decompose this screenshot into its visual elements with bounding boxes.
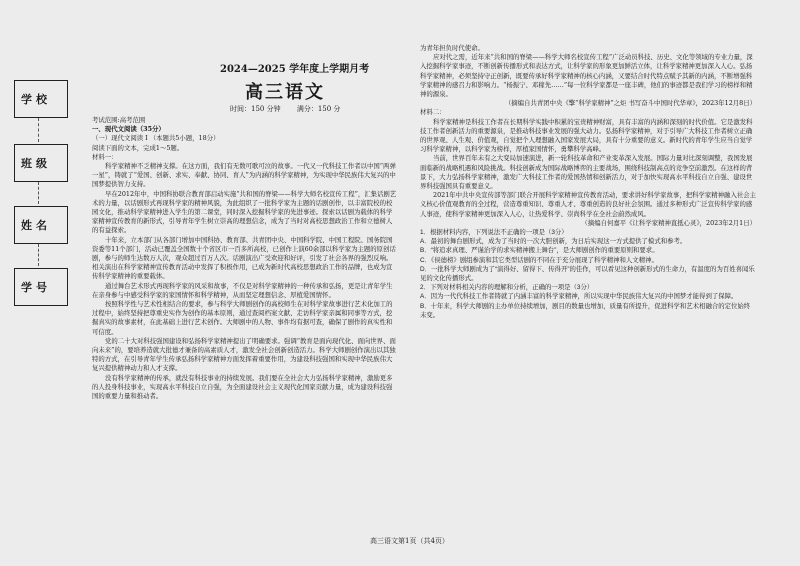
- right-column: [420, 44, 756, 528]
- paragraph: 早在2012年中，中国科协联合教育部启动实施“共和国的脊梁——科学大师名校宣传工程”，汇集话剧艺术的力量，以话剧形式再现科学家的精神风貌，为此组织了一批科学家为主题的话剧创作，以丰富院校的校园文化，推动科学家精神进入学生的第二课堂，同时深入挖掘科学家的先进事迹。探索以话剧为载体的科学家精神宣传教育的新形式，引导青年学生树立崇高的理想信念，成为了当时对高校思想政治工作和立德树人的有益探索。: [92, 189, 397, 235]
- option-a: A．最初的舞台剧形式，成为了当时的一次大胆创新，为日后实现这一方式提供了模式和参考。: [420, 238, 687, 246]
- material-label: 材料一：: [92, 152, 118, 161]
- class-label: 班级: [21, 157, 51, 170]
- paragraph: 通过舞台艺术形式再现科学家的风采和故事，不仅是对科学家精神的一种传承和弘扬，更是让青年学生在亲身参与中感受科学家的家国情怀和科学精神，从而坚定理想信念、厚植爱国情怀。: [92, 281, 393, 299]
- student-id-label: 学号: [21, 281, 51, 294]
- student-id-box: [14, 268, 68, 306]
- paragraph: 科学家精神不乏精神支撑。在这方面，我们有无数可歌可泣的故事。一代又一代科技工作者以中国“两弹一星”，铸就了“爱国、创新、求实、奉献、协同、育人”为内涵的科学家精神，为实现中华民族伟大复兴的中国梦提供智力支持。: [92, 162, 396, 189]
- divider: [38, 182, 39, 204]
- divider: [38, 244, 39, 266]
- option-a: A．因为一代代科技工作者铸就了内涵丰富的科学家精神，所以实现中华民族伟大复兴的中国梦才能得到了保障。: [420, 293, 738, 301]
- paragraph: 党的二十大对科技强国建设和弘扬科学家精神提出了明确要求。强调“教育是面向现代化、面向世界、面向未来”的，要培养造就大批德才兼备的高素质人才，激发全社会创新创造活力。科学大师剧创作演出以其独特的方式，在引导青年学生传承弘扬科学家精神方面发挥着重要作用，为建设科技强国和实现中华民族伟大复兴提供精神动力和人才支撑。: [92, 336, 396, 373]
- paragraph: 没有科学家精神的传承，就没有科技事业的持续发展。我们要在全社会大力弘扬科学家精神，激励更多的人投身科技事业，实现高水平科技自立自强，为全面建设社会主义现代化国家贡献力量，成为建设科技强国的重要力量和推动者。: [92, 373, 393, 401]
- school-label: 学校: [21, 93, 51, 106]
- section-heading: 一、现代文阅读（35分）: [92, 125, 165, 134]
- paragraph: 2021年中共中央宣传部等部门联合开展科学家精神宣传教育活动，要求讲好科学家故事，把科学家精神融入社会主义核心价值观教育的全过程，营造尊重知识、尊重人才、尊重创造的良好社会氛围。通过多种形式广泛宣传科学家的感人事迹，使科学家精神更加深入人心，让热爱科学、崇尚科学在全社会蔚然成风。: [420, 191, 756, 218]
- paragraph: 应对代之需，近年来“共和国的脊梁——科学大师名校宣传工程”广泛动员科技、历史、文化等领域的专业力量，深入挖掘科学家事迹，不断创新传播形式和表达方式，让科学家的形象更加鲜活立体，让科学家精神更加深入人心。弘扬科学家精神，必须坚持守正创新，既要传承好科学家精神的核心内涵，又要结合时代特点赋予其新的内涵，不断增强科学家精神的感召力和影响力。“杨振宁、邓稼先……”每一位科学家都是一座丰碑，他们的事迹都是我们学习的榜样和精神的源泉。: [420, 53, 753, 99]
- page-footer: 高三语文第1页（共4页）: [370, 537, 449, 545]
- source-citation: （摘编自何嘉平《让科学家精神直抵心灵》，2023年2月1日）: [581, 218, 756, 227]
- question-2: 2．下列对材料相关内容的理解和分析，正确的一项是（3分）: [420, 284, 594, 292]
- instruction: 阅读下面的文本，完成1～5题。: [92, 143, 184, 152]
- time-limit: 时间：150 分钟: [230, 105, 281, 113]
- left-column: [92, 116, 398, 528]
- paragraph: 为青年担负时代使命。: [420, 44, 484, 52]
- paragraph: 科学家精神是科技工作者在长期科学实践中积累的宝贵精神财富，具有丰富的内涵和深刻的时代价值。它是激发科技工作者创新活力的重要源泉，是推动科技事业发展的强大动力。弘扬科学家精神，对于引导广大科技工作者树立正确的世界观、人生观、价值观，自觉把个人理想融入国家发展大局，具有十分重要的意义。新时代的青年学生应当自觉学习科学家精神，以科学家为榜样，厚植家国情怀，勇攀科学高峰。: [420, 117, 753, 154]
- school-box: [14, 80, 68, 118]
- exam-scope: 考试范围:高考范围: [92, 116, 146, 124]
- subject-title: 高三语文: [245, 82, 325, 103]
- paragraph: 按照科学性与艺术性相结合的要求，参与科学大师剧创作的高校师生在对科学家故事进行艺术化加工的过程中，始终坚持把尊重史实作为创作的基本原则，通过查阅档案文献、走访科学家亲属和同事等方式，挖掘真实的故事素材，在此基础上进行艺术创作。大师剧中的人物、事件均有据可查，确保了剧作的真实性和可信度。: [92, 300, 393, 336]
- subsection-heading: （一）现代文阅读 I （本题共5小题，18分）: [92, 134, 220, 143]
- full-score: 满分：150 分: [296, 105, 341, 113]
- class-box: [14, 144, 68, 182]
- name-label: 姓名: [21, 219, 51, 232]
- material-label: 材料二：: [420, 108, 446, 117]
- question-1: 1．根据材料内容，下列说法不正确的一项是（3分）: [420, 229, 568, 237]
- option-b: B．“将追求真理、严谨治学的求实精神搬上舞台”，是大师剧创作的重要原则和要求。: [420, 247, 659, 255]
- paragraph: 当前，世界百年未有之大变局加速演进，新一轮科技革命和产业变革深入发展。国际力量对比深刻调整，我国发展面临新的战略机遇和风险挑战。科技创新成为国际战略博弈的主要战场，围绕科技制高点的竞争空前激烈。在这样的背景下，大力弘扬科学家精神，激发广大科技工作者的爱国热情和创新活力，对于加快实现高水平科技自立自强、建设世界科技强国具有重要意义。: [420, 154, 753, 191]
- exam-title: 2024—2025 学年度上学期月考: [220, 64, 370, 75]
- option-c: C．《侯德榜》剧组参演和其它类型话剧的不同在于充分展现了科学精神和人文精神。: [420, 256, 658, 264]
- divider: [38, 118, 39, 142]
- source-citation: （摘编自共青团中央《擎“科学家精神”之炬 书写奋斗中国时代华章》，2023年12月8日）: [504, 99, 756, 108]
- exam-meta: [230, 104, 354, 114]
- paragraph: 十年来，立本部门从各部门增加中国科协、教育部、共青团中央、中国科学院、中国工程院、国务院国资委等11个部门，活动已覆盖全国数十个省区市一百多所高校，已创作上演60余部以科学家为主题的原创话剧，参与的师生达数万人次，观众超过百万人次。话剧演出广受欢迎和好评，引发了社会各界的强烈反响。相关演出在科学家精神宣传教育活动中发挥了积极作用，已成为新时代高校思想政治工作的品牌，也成为宣传科学家精神的重要载体。: [92, 235, 396, 281]
- option-b: B．十年来，科学大师剧的主办单位持续增加，剧目的数量也增加，质量有所提升，促进科学和艺术相融合的定位始终未变。: [420, 302, 751, 319]
- name-box: [14, 206, 68, 244]
- option-d: D．一批科学大师剧成为了“演得好、留得下、传得开”的佳作，可以看见这种创新形式的生命力，有温度的为百姓喜闻乐见的文化传播形式。: [420, 265, 755, 283]
